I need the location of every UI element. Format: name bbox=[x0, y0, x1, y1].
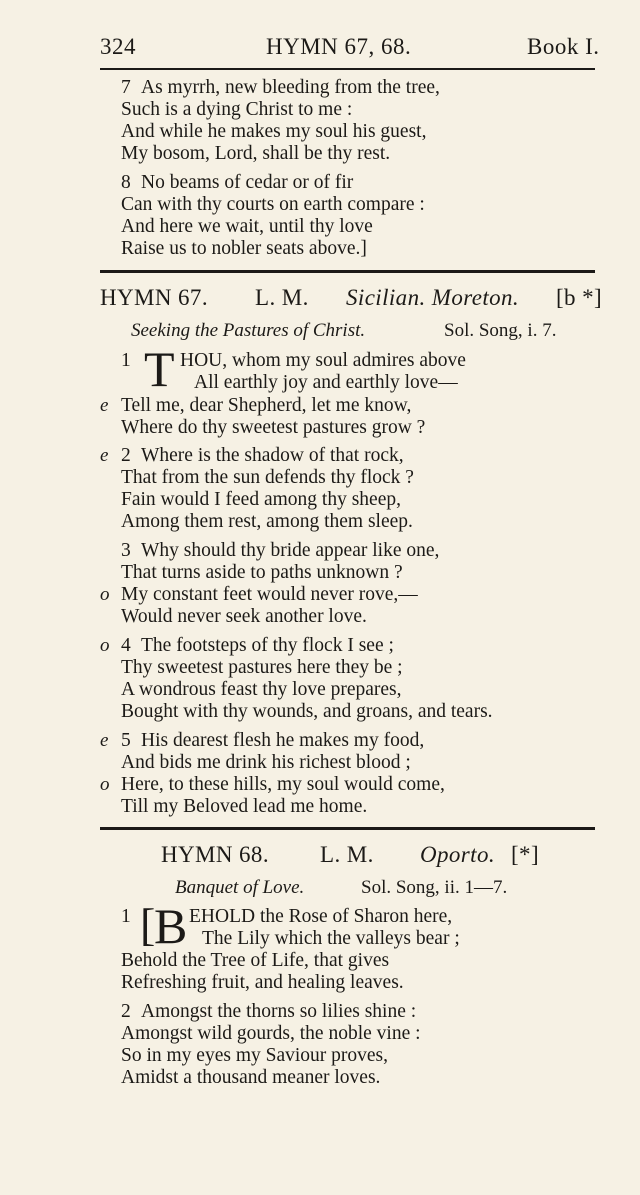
verse-line: Tell me, dear Shepherd, let me know, bbox=[121, 395, 412, 416]
verse-line: And here we wait, until thy love bbox=[121, 216, 373, 237]
verse-line: Why should thy bride appear like one, bbox=[141, 540, 440, 561]
hymn-67-title: HYMN 67. bbox=[100, 285, 208, 310]
dynamic-mark: o bbox=[100, 774, 110, 795]
dynamic-mark: e bbox=[100, 445, 109, 466]
verse-line: Where is the shadow of that rock, bbox=[141, 445, 404, 466]
hymn-67-mark: [b *] bbox=[556, 285, 603, 310]
open-bracket: [ bbox=[140, 899, 156, 950]
verse-line: Till my Beloved lead me home. bbox=[121, 796, 368, 817]
verse-line: So in my eyes my Saviour proves, bbox=[121, 1045, 389, 1066]
header-rule bbox=[100, 68, 595, 70]
verse-line: EHOLD the Rose of Sharon here, bbox=[189, 906, 453, 927]
verse-line: A wondrous feast thy love prepares, bbox=[121, 679, 402, 700]
verse-line: And while he makes my soul his guest, bbox=[121, 121, 427, 142]
hymn-68-subject: Banquet of Love. bbox=[175, 877, 305, 898]
verse-line: That from the sun defends thy flock ? bbox=[121, 467, 414, 488]
hymn-68-title: HYMN 68. bbox=[161, 842, 269, 867]
verse-line: HOU, whom my soul admires above bbox=[180, 350, 466, 371]
verse-line: Amongst the thorns so lilies shine : bbox=[141, 1001, 417, 1022]
verse-line: My constant feet would never rove,— bbox=[121, 584, 418, 605]
page-number: 324 bbox=[100, 34, 136, 59]
stanza-number: 1 bbox=[121, 906, 131, 927]
verse-line: All earthly joy and earthly love— bbox=[194, 372, 458, 393]
drop-cap: B bbox=[154, 898, 188, 954]
stanza-number: 7 bbox=[121, 77, 131, 98]
dynamic-mark: e bbox=[100, 395, 109, 416]
verse-line: Bought with thy wounds, and groans, and tears. bbox=[121, 701, 493, 722]
verse-line: Can with thy courts on earth compare : bbox=[121, 194, 425, 215]
verse-line: Here, to these hills, my soul would come, bbox=[121, 774, 445, 795]
verse-line: My bosom, Lord, shall be thy rest. bbox=[121, 143, 391, 164]
verse-line: Refreshing fruit, and healing leaves. bbox=[121, 972, 404, 993]
stanza-number: 5 bbox=[121, 730, 131, 751]
stanza-number: 8 bbox=[121, 172, 131, 193]
verse-line: Where do thy sweetest pastures grow ? bbox=[121, 417, 426, 438]
verse-line: The Lily which the valleys bear ; bbox=[202, 928, 460, 949]
verse-line: Raise us to nobler seats above.] bbox=[121, 238, 367, 259]
hymn-68-mark: [*] bbox=[511, 842, 540, 867]
verse-line: Fain would I feed among thy sheep, bbox=[121, 489, 401, 510]
verse-line: No beams of cedar or of fir bbox=[141, 172, 354, 193]
stanza-number: 2 bbox=[121, 1001, 131, 1022]
verse-line: Among them rest, among them sleep. bbox=[121, 511, 413, 532]
verse-line: Such is a dying Christ to me : bbox=[121, 99, 353, 120]
stanza-number: 3 bbox=[121, 540, 131, 561]
verse-line: Behold the Tree of Life, that gives bbox=[121, 950, 390, 971]
hymn-67-subject: Seeking the Pastures of Christ. bbox=[131, 320, 366, 341]
verse-line: Thy sweetest pastures here they be ; bbox=[121, 657, 403, 678]
verse-line: The footsteps of thy flock I see ; bbox=[141, 635, 394, 656]
section-rule bbox=[100, 827, 595, 830]
hymn-67-meter: L. M. bbox=[255, 285, 309, 310]
hymn-67-tunes: Sicilian. Moreton. bbox=[346, 285, 520, 310]
dynamic-mark: e bbox=[100, 730, 109, 751]
verse-line: As myrrh, new bleeding from the tree, bbox=[141, 77, 440, 98]
stanza-number: 4 bbox=[121, 635, 131, 656]
verse-line: Amidst a thousand meaner loves. bbox=[121, 1067, 381, 1088]
verse-line: That turns aside to paths unknown ? bbox=[121, 562, 403, 583]
running-title: HYMN 67, 68. bbox=[266, 34, 412, 59]
stanza-number: 1 bbox=[121, 350, 131, 371]
dynamic-mark: o bbox=[100, 584, 110, 605]
stanza-number: 2 bbox=[121, 445, 131, 466]
dynamic-mark: o bbox=[100, 635, 110, 656]
hymn-67-reference: Sol. Song, i. 7. bbox=[444, 320, 557, 341]
verse-line: Amongst wild gourds, the noble vine : bbox=[121, 1023, 421, 1044]
section-rule bbox=[100, 270, 595, 273]
drop-cap: T bbox=[144, 341, 175, 397]
hymn-68-reference: Sol. Song, ii. 1—7. bbox=[361, 877, 508, 898]
hymn-68-tunes: Oporto. bbox=[420, 842, 496, 867]
book-label: Book I. bbox=[527, 34, 600, 59]
verse-line: His dearest flesh he makes my food, bbox=[141, 730, 425, 751]
verse-line: And bids me drink his richest blood ; bbox=[121, 752, 411, 773]
hymn-68-meter: L. M. bbox=[320, 842, 374, 867]
verse-line: Would never seek another love. bbox=[121, 606, 367, 627]
